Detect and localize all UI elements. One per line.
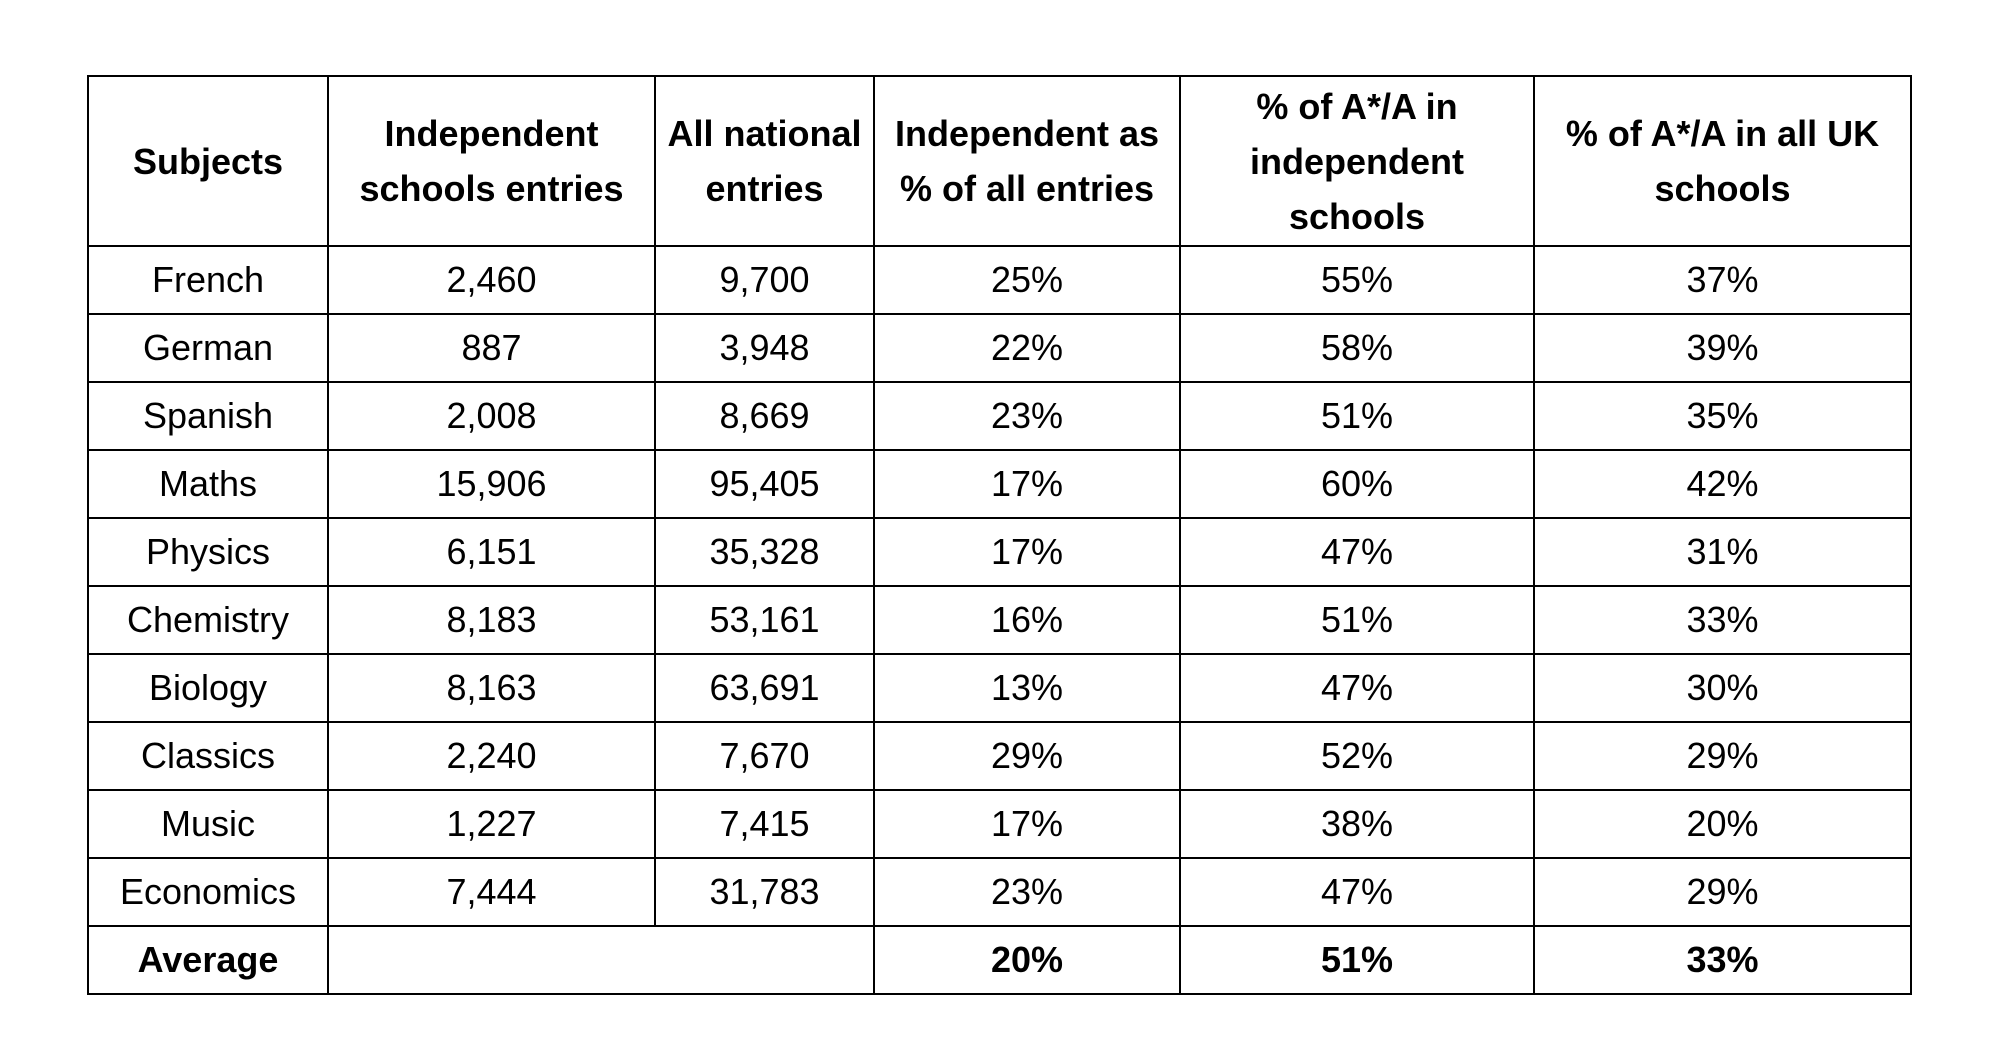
cell-independent-pct: 17% [874,450,1180,518]
header-astar-a-independent: % of A*/A in independent schools [1180,76,1534,246]
cell-astar-a-independent: 60% [1180,450,1534,518]
cell-subject: Economics [88,858,328,926]
cell-astar-a-all: 31% [1534,518,1911,586]
cell-independent-pct: 22% [874,314,1180,382]
table-row [88,654,1911,722]
cell-subject: Maths [88,450,328,518]
cell-astar-a-all: 29% [1534,858,1911,926]
header-national-entries: All national entries [655,76,874,246]
cell-independent-pct: 17% [874,518,1180,586]
results-table [87,75,1912,995]
cell-astar-a-independent: 52% [1180,722,1534,790]
cell-independent-entries: 1,227 [328,790,655,858]
cell-subject: French [88,246,328,314]
cell-independent-entries: 8,183 [328,586,655,654]
cell-astar-a-independent: 51% [1180,586,1534,654]
cell-astar-a-independent: 47% [1180,654,1534,722]
table-row [88,586,1911,654]
cell-national-entries: 3,948 [655,314,874,382]
cell-astar-a-independent: 55% [1180,246,1534,314]
average-label: Average [88,926,328,994]
cell-national-entries: 35,328 [655,518,874,586]
cell-national-entries: 9,700 [655,246,874,314]
table-header [88,76,1911,246]
average-empty-cell [328,926,874,994]
cell-subject: Biology [88,654,328,722]
cell-astar-a-all: 35% [1534,382,1911,450]
cell-independent-entries: 2,460 [328,246,655,314]
cell-subject: Chemistry [88,586,328,654]
average-row [88,926,1911,994]
table-row [88,382,1911,450]
cell-astar-a-all: 42% [1534,450,1911,518]
cell-national-entries: 8,669 [655,382,874,450]
cell-independent-entries: 8,163 [328,654,655,722]
cell-subject: Music [88,790,328,858]
header-row [88,76,1911,246]
cell-astar-a-all: 37% [1534,246,1911,314]
cell-independent-pct: 17% [874,790,1180,858]
table-row [88,790,1911,858]
cell-astar-a-independent: 47% [1180,858,1534,926]
header-astar-a-all: % of A*/A in all UK schools [1534,76,1911,246]
average-independent-pct: 20% [874,926,1180,994]
cell-national-entries: 95,405 [655,450,874,518]
cell-astar-a-all: 29% [1534,722,1911,790]
cell-independent-pct: 29% [874,722,1180,790]
cell-independent-entries: 887 [328,314,655,382]
cell-independent-pct: 16% [874,586,1180,654]
table-row [88,450,1911,518]
cell-astar-a-independent: 58% [1180,314,1534,382]
table-row [88,314,1911,382]
cell-subject: Classics [88,722,328,790]
cell-national-entries: 7,415 [655,790,874,858]
cell-astar-a-all: 30% [1534,654,1911,722]
cell-astar-a-all: 20% [1534,790,1911,858]
cell-independent-entries: 7,444 [328,858,655,926]
average-astar-a-independent: 51% [1180,926,1534,994]
table-row [88,722,1911,790]
cell-astar-a-all: 39% [1534,314,1911,382]
table-body [88,246,1911,994]
cell-subject: German [88,314,328,382]
header-independent-entries: Independent schools entries [328,76,655,246]
cell-independent-pct: 25% [874,246,1180,314]
cell-astar-a-independent: 47% [1180,518,1534,586]
cell-national-entries: 31,783 [655,858,874,926]
cell-national-entries: 63,691 [655,654,874,722]
cell-subject: Spanish [88,382,328,450]
table-row [88,518,1911,586]
cell-astar-a-independent: 51% [1180,382,1534,450]
table-row [88,246,1911,314]
header-subjects: Subjects [88,76,328,246]
table-row [88,858,1911,926]
cell-independent-pct: 13% [874,654,1180,722]
cell-independent-entries: 2,008 [328,382,655,450]
cell-independent-entries: 6,151 [328,518,655,586]
header-independent-pct: Independent as % of all entries [874,76,1180,246]
cell-astar-a-all: 33% [1534,586,1911,654]
cell-independent-entries: 15,906 [328,450,655,518]
cell-national-entries: 53,161 [655,586,874,654]
cell-independent-pct: 23% [874,858,1180,926]
cell-astar-a-independent: 38% [1180,790,1534,858]
cell-subject: Physics [88,518,328,586]
cell-independent-pct: 23% [874,382,1180,450]
average-astar-a-all: 33% [1534,926,1911,994]
cell-independent-entries: 2,240 [328,722,655,790]
cell-national-entries: 7,670 [655,722,874,790]
